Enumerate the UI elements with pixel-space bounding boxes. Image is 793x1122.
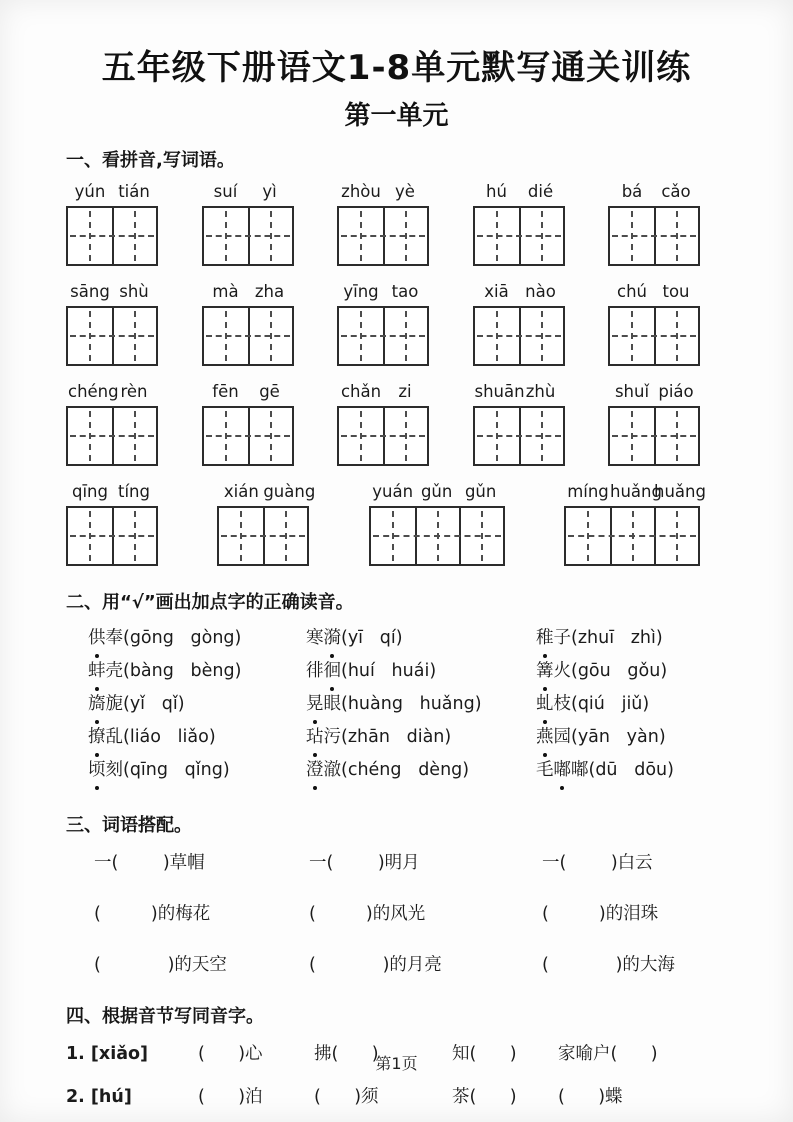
pronunciation-item: [88, 622, 306, 655]
pinyin-word-group: [564, 482, 706, 566]
writing-grid-cell: [112, 408, 156, 464]
character: 奉: [105, 628, 123, 648]
pinyin-syllable: gǔn: [464, 482, 497, 501]
character: 眼: [323, 694, 341, 714]
matching-item: 一( )草帽: [94, 853, 205, 873]
pinyin-label: [473, 382, 565, 406]
writing-grid-box: [202, 206, 294, 266]
writing-grid-cell: [566, 508, 610, 564]
matching-item: ( )的天空: [94, 955, 227, 975]
pronunciation-item: [536, 754, 727, 787]
pinyin-syllable: zi: [398, 382, 412, 401]
pinyin-options: (chéng dèng): [341, 760, 470, 780]
pinyin-syllable: chéng: [68, 382, 119, 401]
writing-grid-box: [473, 406, 565, 466]
pinyin-options: (qīng qǐng): [123, 760, 230, 780]
writing-grid-cell: [519, 408, 563, 464]
writing-grid-cell: [654, 208, 698, 264]
pronunciation-row: [88, 622, 727, 655]
pinyin-options: (yān yàn): [571, 727, 666, 747]
pinyin-word-group: [473, 182, 565, 266]
homophone-item: ( )须: [314, 1087, 379, 1107]
pinyin-syllable: cǎo: [661, 182, 691, 201]
homophone-item: 茶( ): [452, 1087, 517, 1107]
matching-item: ( )的泪珠: [542, 904, 659, 924]
section2-heading: 二、用“√”画出加点字的正确读音。: [66, 592, 354, 613]
writing-grid-box: [66, 506, 158, 566]
dotted-character: 漪: [324, 622, 342, 655]
pronunciation-item: [536, 622, 727, 655]
pinyin-label: [337, 382, 429, 406]
pinyin-label: [66, 282, 158, 306]
writing-grid-cell: [610, 208, 654, 264]
pronunciation-row: [88, 754, 727, 787]
pinyin-options: (bàng bèng): [123, 661, 242, 681]
pinyin-options: (huí huái): [341, 661, 437, 681]
matching-item: ( )的大海: [542, 955, 675, 975]
dotted-character: 澄: [306, 754, 324, 787]
writing-grid-cell: [339, 408, 383, 464]
pinyin-syllable: gǔn: [420, 482, 453, 501]
writing-grid-cell: [383, 308, 427, 364]
pinyin-word-group: [608, 182, 700, 266]
writing-grid-box: [202, 306, 294, 366]
writing-grid-cell: [204, 408, 248, 464]
writing-grid-cell: [112, 208, 156, 264]
dotted-character: 玷: [306, 721, 324, 754]
pinyin-syllable: mà: [212, 282, 239, 301]
writing-grid-box: [66, 306, 158, 366]
character: 徘: [306, 661, 324, 681]
pinyin-word-group: [217, 482, 316, 566]
matching-item: 一( )明月: [309, 853, 420, 873]
section-pinyin-writing: [66, 146, 727, 566]
pinyin-word-group: [337, 182, 429, 266]
pinyin-syllable: sāng: [70, 282, 110, 301]
pinyin-syllable: yún: [74, 182, 106, 201]
pinyin-syllable: chǎn: [340, 382, 382, 401]
writing-grid-cell: [654, 308, 698, 364]
pinyin-word-group: [473, 382, 565, 466]
pinyin-syllable: zha: [254, 282, 285, 301]
dotted-character: 晃: [306, 688, 324, 721]
pinyin-word-group: [473, 282, 565, 366]
writing-grid-cell: [654, 408, 698, 464]
writing-grid-cell: [654, 508, 698, 564]
homophone-item: ( )蝶: [558, 1087, 623, 1107]
pinyin-syllable: tou: [662, 282, 690, 301]
matching-row: [94, 951, 727, 976]
character: 壳: [105, 661, 123, 681]
matching-item: 一( )白云: [542, 853, 653, 873]
pinyin-label: [202, 282, 294, 306]
pronunciation-rows: [66, 622, 727, 787]
pinyin-options: (gōu gǒu): [571, 661, 668, 681]
pinyin-label: [66, 182, 158, 206]
pinyin-syllable: chú: [617, 282, 647, 301]
pinyin-label: [217, 482, 316, 506]
writing-grid-cell: [610, 408, 654, 464]
writing-grid-cell: [339, 308, 383, 364]
writing-grid-cell: [112, 308, 156, 364]
pinyin-syllable: bá: [621, 182, 643, 201]
pinyin-syllable: fēn: [212, 382, 239, 401]
pinyin-options: (liáo liǎo): [123, 727, 216, 747]
homophone-item: ( )心: [198, 1044, 263, 1064]
writing-grid-box: [564, 506, 700, 566]
writing-grid-cell: [204, 208, 248, 264]
character: 嘟: [571, 760, 589, 780]
writing-grid-box: [337, 306, 429, 366]
pinyin-word-group: [66, 482, 158, 566]
writing-grid-cell: [68, 508, 112, 564]
pinyin-syllable: yè: [395, 182, 415, 201]
pinyin-label: [202, 182, 294, 206]
pinyin-syllable: yuán: [372, 482, 414, 501]
writing-grid-cell: [248, 308, 292, 364]
character: 乱: [105, 727, 123, 747]
dotted-character: 徊: [324, 655, 342, 688]
pinyin-syllable: zhù: [525, 382, 556, 401]
pinyin-syllable: tián: [118, 182, 150, 201]
pronunciation-item: [536, 721, 727, 754]
pinyin-label: [337, 182, 429, 206]
dotted-character: 燕: [536, 721, 554, 754]
pinyin-syllable: suí: [213, 182, 238, 201]
pinyin-syllable: qīng: [72, 482, 108, 501]
pinyin-options: (huàng huǎng): [341, 694, 482, 714]
pinyin-word-group: [369, 482, 505, 566]
character: 刻: [105, 760, 123, 780]
writing-grid-box: [608, 206, 700, 266]
writing-grid-cell: [610, 508, 654, 564]
pinyin-label: [608, 282, 700, 306]
matching-rows: [66, 849, 727, 976]
pinyin-options: (zhān diàn): [341, 727, 452, 747]
page-title: 五年级下册语文1-8单元默写通关训练: [101, 48, 692, 88]
pinyin-word-group: [202, 182, 294, 266]
pinyin-word-group: [337, 282, 429, 366]
writing-grid-cell: [219, 508, 263, 564]
pinyin-word-group: [337, 382, 429, 466]
pinyin-options: (yī qí): [341, 628, 403, 648]
writing-grid-box: [66, 406, 158, 466]
writing-grid-cell: [112, 508, 156, 564]
pronunciation-item: [536, 688, 727, 721]
writing-grid-box: [337, 406, 429, 466]
writing-grid-cell: [248, 408, 292, 464]
dotted-character: 虬: [536, 688, 554, 721]
character: 污: [323, 727, 341, 747]
pinyin-options: (zhuī zhì): [571, 628, 663, 648]
pinyin-word-group: [202, 382, 294, 466]
matching-row: [94, 900, 727, 925]
pinyin-syllable: tao: [391, 282, 419, 301]
pinyin-label: [66, 382, 158, 406]
item-number: 1. [xiǎo]: [66, 1044, 149, 1064]
writing-grid-cell: [68, 408, 112, 464]
pinyin-word-group: [202, 282, 294, 366]
dotted-character: 蚌: [88, 655, 106, 688]
section1-heading: 一、看拼音,写词语。: [66, 150, 235, 171]
section4-heading: 四、根据音节写同音字。: [66, 1006, 264, 1027]
dotted-character: 供: [88, 622, 106, 655]
page-number: 第1页: [375, 1054, 418, 1073]
writing-grid-box: [217, 506, 309, 566]
pronunciation-item: [306, 721, 536, 754]
dotted-character: 顷: [88, 754, 106, 787]
character: 旎: [105, 694, 123, 714]
pronunciation-row: [88, 655, 727, 688]
pronunciation-item: [88, 688, 306, 721]
writing-grid-box: [66, 206, 158, 266]
pinyin-syllable: xiā: [484, 282, 509, 301]
pinyin-label: [473, 282, 565, 306]
writing-grid-box: [337, 206, 429, 266]
pinyin-label: [337, 282, 429, 306]
pinyin-syllable: zhòu: [341, 182, 381, 201]
writing-grid-box: [473, 206, 565, 266]
pinyin-syllable: huǎng: [653, 482, 706, 501]
section-pronunciation: [66, 588, 727, 787]
pinyin-syllable: shù: [119, 282, 149, 301]
pinyin-label: [608, 382, 700, 406]
pinyin-row: [66, 282, 700, 366]
pinyin-word-group: [66, 382, 158, 466]
pinyin-syllable: rèn: [120, 382, 148, 401]
matching-item: ( )的月亮: [309, 955, 442, 975]
writing-grid-cell: [248, 208, 292, 264]
matching-item: ( )的风光: [309, 904, 426, 924]
writing-grid-cell: [475, 208, 519, 264]
dotted-character: 稚: [536, 622, 554, 655]
pinyin-syllable: dié: [527, 182, 554, 201]
writing-grid-cell: [475, 408, 519, 464]
writing-grid-box: [473, 306, 565, 366]
matching-item: ( )的梅花: [94, 904, 211, 924]
section3-heading: 三、词语搭配。: [66, 815, 192, 836]
pinyin-syllable: yīng: [343, 282, 379, 301]
pinyin-grid-rows: [66, 182, 727, 566]
pinyin-syllable: shuān: [474, 382, 525, 401]
pronunciation-item: [306, 622, 536, 655]
homophone-item: 家喻户( ): [558, 1044, 658, 1064]
character: 子: [553, 628, 571, 648]
matching-row: [94, 849, 727, 874]
pinyin-syllable: shuǐ: [614, 382, 650, 401]
pinyin-syllable: hú: [486, 182, 507, 201]
pinyin-syllable: huǎng: [609, 482, 662, 501]
writing-grid-box: [202, 406, 294, 466]
section-word-matching: [66, 811, 727, 976]
pinyin-label: [608, 182, 700, 206]
pronunciation-item: [306, 754, 536, 787]
character: 园: [553, 727, 571, 747]
writing-grid-cell: [610, 308, 654, 364]
writing-grid-cell: [263, 508, 307, 564]
dotted-character: 撩: [88, 721, 106, 754]
pinyin-label: [564, 482, 706, 506]
dotted-character: 嘟: [554, 754, 572, 787]
writing-grid-cell: [519, 208, 563, 264]
unit-subtitle: 第一单元: [344, 101, 449, 131]
pinyin-syllable: tíng: [118, 482, 150, 501]
pinyin-label: [369, 482, 505, 506]
pinyin-syllable: guàng: [263, 482, 316, 501]
pinyin-options: (dū dōu): [588, 760, 674, 780]
pinyin-syllable: xián: [223, 482, 259, 501]
pinyin-word-group: [66, 182, 158, 266]
pinyin-label: [202, 382, 294, 406]
pronunciation-item: [88, 721, 306, 754]
character: 枝: [553, 694, 571, 714]
item-number: 2. [hú]: [66, 1087, 132, 1107]
pinyin-row: [66, 182, 700, 266]
dotted-character: 旖: [88, 688, 106, 721]
writing-grid-cell: [204, 308, 248, 364]
character: 寒: [306, 628, 324, 648]
writing-grid-cell: [339, 208, 383, 264]
writing-grid-cell: [383, 408, 427, 464]
writing-grid-cell: [383, 208, 427, 264]
writing-grid-box: [608, 306, 700, 366]
writing-grid-cell: [68, 208, 112, 264]
pinyin-syllable: piáo: [658, 382, 694, 401]
pronunciation-item: [88, 655, 306, 688]
pronunciation-row: [88, 721, 727, 754]
pronunciation-item: [536, 655, 727, 688]
pronunciation-item: [306, 655, 536, 688]
writing-grid-cell: [519, 308, 563, 364]
pinyin-row: [66, 382, 700, 466]
homophone-item: 知( ): [452, 1044, 517, 1064]
pronunciation-item: [88, 754, 306, 787]
writing-grid-cell: [415, 508, 459, 564]
pinyin-syllable: nào: [525, 282, 556, 301]
writing-grid-box: [608, 406, 700, 466]
pinyin-label: [66, 482, 158, 506]
homophone-row: [66, 1083, 727, 1108]
writing-grid-cell: [68, 308, 112, 364]
pronunciation-item: [306, 688, 536, 721]
pinyin-label: [473, 182, 565, 206]
writing-grid-cell: [459, 508, 503, 564]
pinyin-word-group: [66, 282, 158, 366]
pinyin-syllable: gē: [259, 382, 280, 401]
pinyin-word-group: [608, 382, 700, 466]
pinyin-options: (qiú jiǔ): [571, 694, 650, 714]
character: 澈: [323, 760, 341, 780]
homophone-item: 拂( ): [314, 1044, 379, 1064]
pinyin-word-group: [608, 282, 700, 366]
homophone-item: ( )泊: [198, 1087, 263, 1107]
writing-grid-box: [369, 506, 505, 566]
pinyin-options: (yǐ qǐ): [123, 694, 185, 714]
character: 火: [553, 661, 571, 681]
pronunciation-row: [88, 688, 727, 721]
writing-grid-cell: [371, 508, 415, 564]
pinyin-syllable: míng: [567, 482, 609, 501]
pinyin-row: [66, 482, 706, 566]
writing-grid-cell: [475, 308, 519, 364]
pinyin-syllable: yì: [262, 182, 277, 201]
pinyin-options: (gōng gòng): [123, 628, 242, 648]
character: 毛: [536, 760, 554, 780]
dotted-character: 篝: [536, 655, 554, 688]
